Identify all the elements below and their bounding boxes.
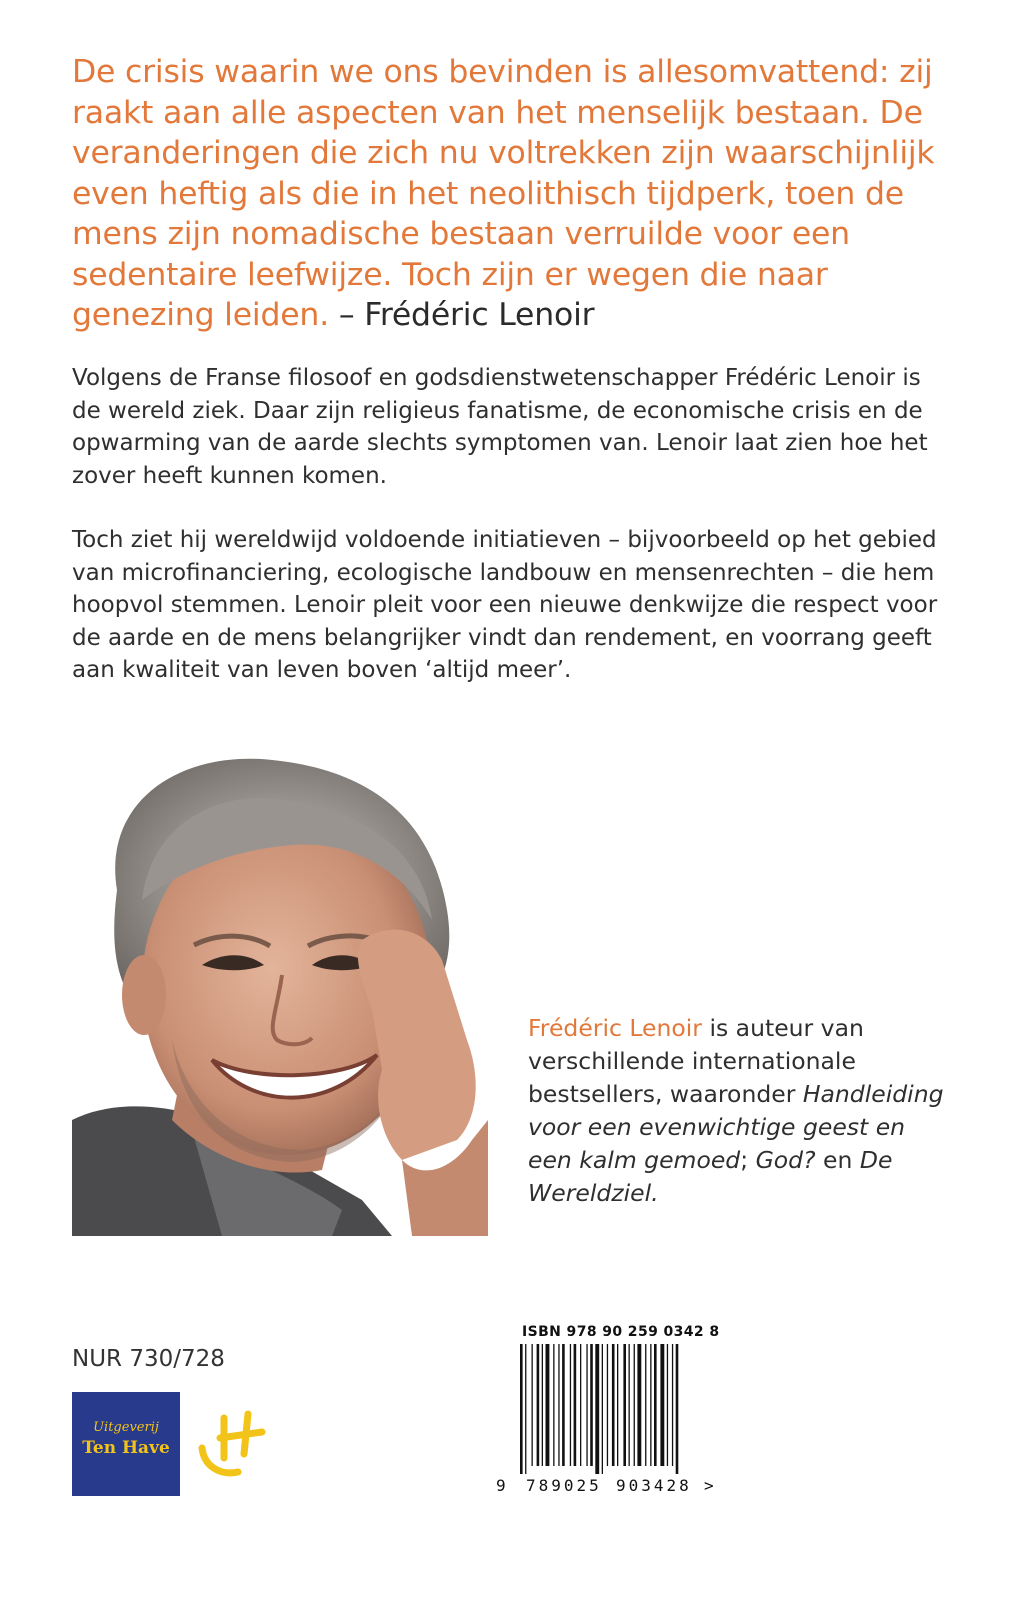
cover-quote <box>72 52 962 336</box>
barcode-bar <box>607 1344 608 1466</box>
barcode-bar <box>537 1344 540 1466</box>
isbn-label: ISBN 978 90 259 0342 8 <box>522 1324 720 1340</box>
publisher-line-1: Uitgeverij <box>93 1420 159 1435</box>
barcode-bar <box>586 1344 587 1466</box>
barcode-bar <box>672 1344 673 1466</box>
barcode-bar <box>525 1344 526 1474</box>
bio-separator-2: en <box>815 1146 860 1174</box>
bio-title-2: God? <box>755 1146 816 1174</box>
publisher-line-2: Ten Have <box>82 1438 170 1458</box>
author-bio <box>528 1012 948 1210</box>
author-photo <box>72 740 488 1236</box>
barcode-bar <box>617 1344 618 1466</box>
barcode-bar <box>602 1344 603 1474</box>
barcode-bar <box>595 1344 599 1474</box>
bio-title-3: De Wereldziel. <box>528 1146 893 1207</box>
barcode-bar <box>546 1344 550 1466</box>
barcode-bar <box>590 1344 593 1466</box>
quote-text: De crisis waarin we ons bevinden is allesomvattend: zij raakt aan alle aspecten van het menselijk bestaan. De veranderingen die zich nu voltrekken zijn waarschijnlijk even heftig als die in het neolithisch tijdperk, toen de mens zijn nomadische bestaan verruilde voor een sedentaire leefwijze. Toch zijn er wegen die naar genezing leiden. <box>72 54 935 333</box>
barcode-bar <box>654 1344 657 1466</box>
barcode-bar <box>645 1344 646 1466</box>
barcode-bar <box>612 1344 615 1466</box>
barcode-bar <box>542 1344 543 1466</box>
barcode-bar <box>520 1344 523 1474</box>
barcode-digit-end: > <box>704 1476 714 1495</box>
barcode-bar <box>660 1344 664 1466</box>
description-paragraph-1: Volgens de Franse filosoof en godsdienstwetenschapper Frédéric Lenoir is de wereld ziek. Daar zijn religieus fanatisme, de economische crisis en de opwarming van de aarde slechts symptomen van. Lenoir laat zien hoe het zover heeft kunnen komen. <box>72 365 928 489</box>
bio-author-name: Frédéric Lenoir <box>528 1014 702 1042</box>
description-paragraph-2: Toch ziet hij wereldwijd voldoende initiatieven – bijvoorbeeld op het gebied van microfinanciering, ecologische landbouw en mensenrechten – die hem hoopvol stemmen. Lenoir pleit voor een nieuwe denkwijze die respect voor de aarde en de mens belangrijker vindt dan rendement, en voorrang geeft aan kwaliteit van leven boven ‘altijd meer’. <box>72 527 938 684</box>
barcode-bar <box>562 1344 565 1466</box>
barcode-digit-lead: 9 <box>496 1476 506 1495</box>
barcode-bar <box>634 1344 635 1466</box>
publisher-logo <box>72 1392 180 1496</box>
bio-text: is auteur van verschillende internationale bestsellers, waaronder <box>528 1014 864 1108</box>
barcode-digits-right: 903428 <box>616 1476 692 1495</box>
barcode-bar <box>553 1344 554 1466</box>
barcode-bar <box>650 1344 651 1466</box>
barcode-bar <box>667 1344 668 1466</box>
nur-code: NUR 730/728 <box>72 1346 225 1372</box>
barcode-bar <box>637 1344 641 1466</box>
author-portrait-icon <box>72 740 488 1236</box>
barcode-bar <box>558 1344 559 1466</box>
barcode-bar <box>532 1344 533 1466</box>
barcode-bar <box>574 1344 577 1466</box>
barcode-bar <box>580 1344 581 1466</box>
quote-author: – Frédéric Lenoir <box>329 297 595 333</box>
barcode-bar <box>629 1344 630 1466</box>
bio-title-1: Handleiding voor een evenwichtige geest en een kalm gemoed <box>528 1080 944 1174</box>
barcode-bar <box>623 1344 626 1466</box>
barcode-digits-left: 789025 <box>526 1476 602 1495</box>
ten-have-h-icon <box>198 1408 270 1478</box>
barcode-icon <box>512 1344 708 1474</box>
barcode-bar <box>676 1344 679 1474</box>
barcode-bar <box>570 1344 571 1466</box>
bio-separator-1: ; <box>740 1146 756 1174</box>
